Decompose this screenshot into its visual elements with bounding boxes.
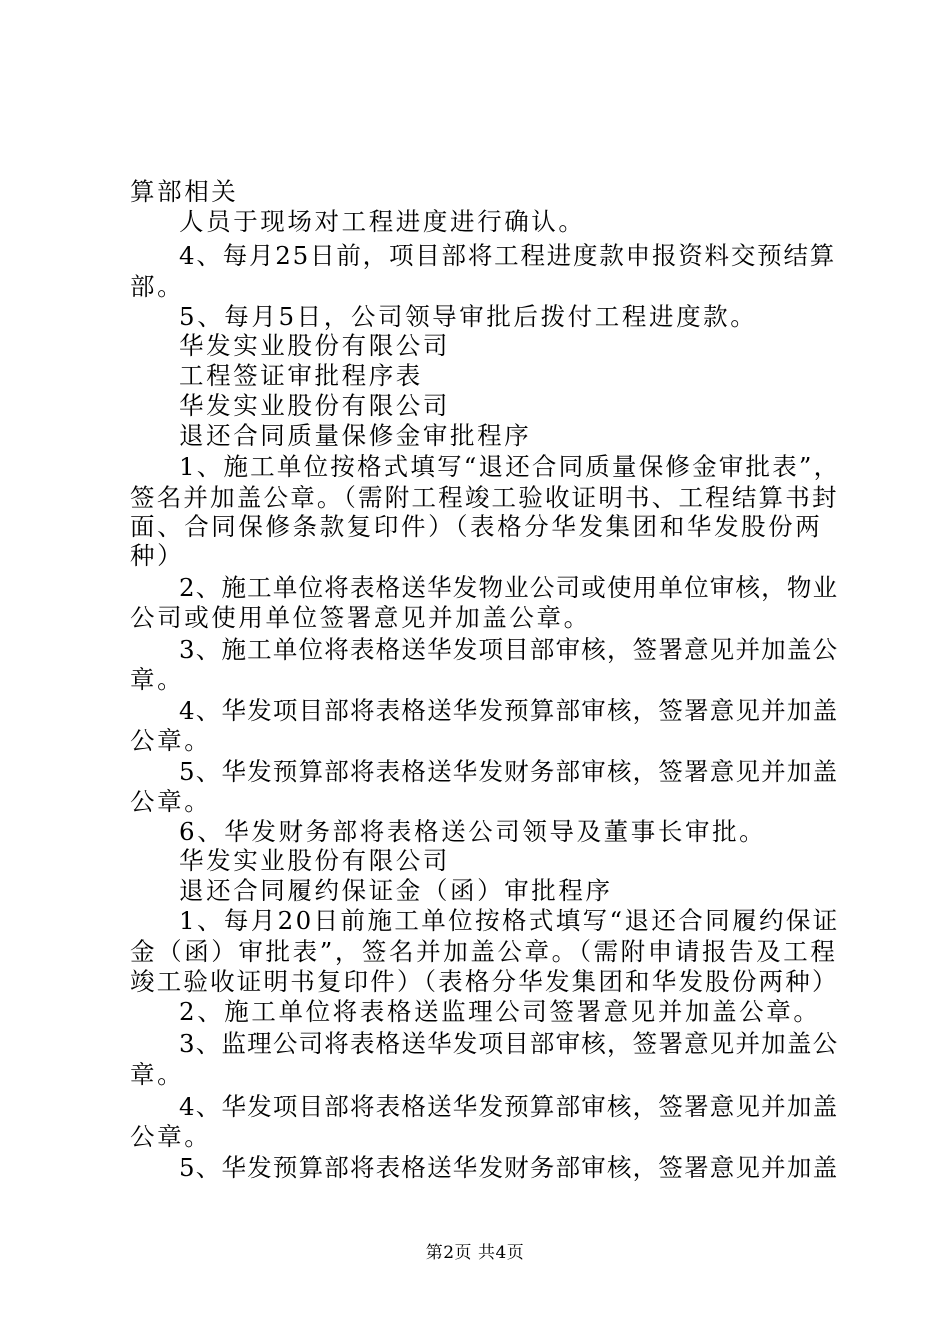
text-line: 5、华发预算部将表格送华发财务部审核，签署意见并加盖 — [179, 1153, 839, 1182]
text-line: 4、华发项目部将表格送华发预算部审核，签署意见并加盖 — [179, 1092, 839, 1121]
text-line: 公司或使用单位签署意见并加盖公章。 — [130, 603, 591, 632]
text-line: 公章。 — [130, 726, 212, 755]
text-line: 1、每月20日前施工单位按格式填写“退还合同履约保证 — [179, 906, 840, 935]
text-line: 算部相关 — [130, 177, 239, 206]
text-line: 公章。 — [130, 787, 212, 816]
text-line: 5、华发预算部将表格送华发财务部审核，签署意见并加盖 — [179, 757, 839, 786]
text-line: 华发实业股份有限公司 — [179, 391, 450, 420]
text-line: 5、每月5日，公司领导审批后拨付工程进度款。 — [179, 302, 758, 331]
text-line: 3、监理公司将表格送华发项目部审核，签署意见并加盖公 — [179, 1029, 839, 1058]
text-line: 章。 — [130, 1060, 185, 1089]
text-line: 部。 — [130, 272, 185, 301]
text-line: 人员于现场对工程进度进行确认。 — [179, 207, 586, 236]
text-line: 2、施工单位将表格送华发物业公司或使用单位审核，物业 — [179, 573, 839, 602]
text-line: 3、施工单位将表格送华发项目部审核，签署意见并加盖公 — [179, 635, 839, 664]
text-line: 4、每月25日前，项目部将工程进度款申报资料交预结算 — [179, 241, 837, 270]
text-line: 退还合同履约保证金（函）审批程序 — [179, 876, 613, 905]
text-line: 2、施工单位将表格送监理公司签署意见并加盖公章。 — [179, 997, 821, 1026]
text-line: 金（函）审批表”，签名并加盖公章。（需附申请报告及工程 — [130, 937, 838, 966]
text-line: 退还合同质量保修金审批程序 — [179, 421, 532, 450]
text-line: 竣工验收证明书复印件）（表格分华发集团和华发股份两种） — [130, 967, 839, 996]
text-line: 华发实业股份有限公司 — [179, 331, 450, 360]
text-line: 种） — [130, 541, 185, 570]
text-line: 面、合同保修条款复印件）（表格分华发集团和华发股份两 — [130, 512, 823, 541]
text-line: 4、华发项目部将表格送华发预算部审核，签署意见并加盖 — [179, 696, 839, 725]
text-line: 6、华发财务部将表格送公司领导及董事长审批。 — [179, 817, 767, 846]
text-line: 1、施工单位按格式填写“退还合同质量保修金审批表”， — [179, 452, 841, 481]
text-line: 华发实业股份有限公司 — [179, 846, 450, 875]
text-line: 签名并加盖公章。（需附工程竣工验收证明书、工程结算书封 — [130, 483, 839, 512]
page-number-footer: 第2页 共4页 — [425, 1243, 525, 1263]
text-line: 公章。 — [130, 1122, 212, 1151]
text-line: 章。 — [130, 665, 185, 694]
text-line: 工程签证审批程序表 — [179, 361, 423, 390]
